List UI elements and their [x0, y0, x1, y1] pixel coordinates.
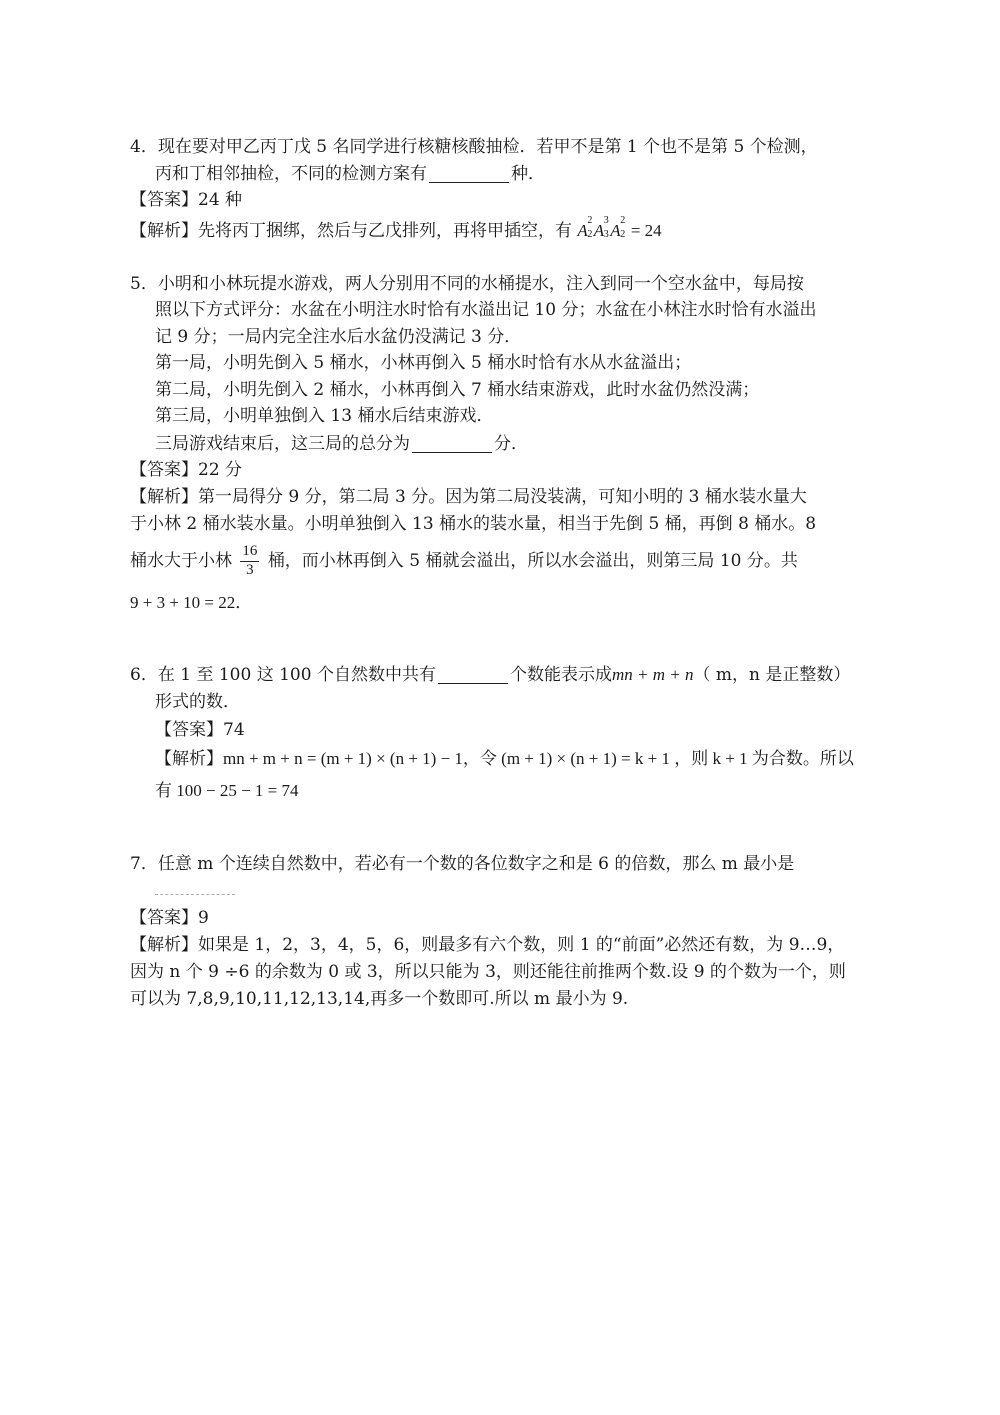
q5-fraction — [240, 544, 259, 579]
q5-analysis-line-2: 于小林 2 桶水装水量。小明单独倒入 13 桶水的装水量，相当于先倒 5 桶，再倒 8 桶水。8 — [130, 514, 817, 534]
q7-analysis-line-3: 可以为 7,8,9,10,11,12,13,14,再多一个数即可.所以 m 最小为 9. — [130, 989, 629, 1009]
q5-answer: 【答案】22 分 — [130, 460, 243, 480]
q7-answer-blank — [155, 888, 235, 895]
q6-stem-line-2: 形式的数． — [155, 692, 240, 712]
q5-analysis-line-4: 9 + 3 + 10 = 22． — [130, 593, 253, 612]
q7-answer: 【答案】9 — [130, 908, 209, 928]
q4-analysis-text: 【解析】先将丙丁捆绑，然后与乙戊排列，再将甲插空，有 — [130, 221, 572, 241]
q5-stem-line-3: 记 9 分；一局内完全注水后水盆仍没满记 3 分． — [155, 327, 522, 347]
q6-analysis-line-2: 有 100 − 25 − 1 = 74 — [155, 781, 299, 800]
q5-analysis-line-1: 【解析】第一局得分 9 分，第二局 3 分。因为第二局没装满，可知小明的 3 桶水装水量大 — [130, 487, 807, 507]
q4-stem-line-1: 4．现在要对甲乙丙丁戊 5 名同学进行核糖核酸抽检．若甲不是第 1 个也不是第 5 个检测， — [130, 137, 818, 157]
q5-analysis-text-end: 桶，而小林再倒入 5 桶就会溢出，所以水会溢出，则第三局 10 分。共 — [267, 550, 798, 571]
q5-stem-line-7 — [155, 435, 528, 453]
q7-analysis-line-1: 【解析】如果是 1，2，3，4，5，6，则最多有六个数，则 1 的“前面”必然还有数，为 9…9， — [130, 935, 845, 955]
q5-fraction-numerator: 16 — [240, 544, 259, 562]
q5-analysis-line-3 — [130, 544, 798, 579]
q6-answer-blank — [438, 666, 508, 684]
q6-stem-expression: mn + m + n — [611, 665, 694, 684]
q5-stem-unit: 分． — [494, 434, 528, 454]
q5-stem-line-6: 第三局，小明单独倒入 13 桶水后结束游戏． — [155, 406, 494, 426]
q4-analysis — [130, 215, 662, 241]
q4-stem-text: 丙和丁相邻抽检，不同的检测方案有 — [155, 164, 427, 184]
q6-stem-text: 6．在 1 至 100 这 100 个自然数中共有 — [130, 665, 436, 685]
q4-stem-line-2 — [155, 165, 545, 183]
q7-stem-line-1: 7．任意 m 个连续自然数中，若必有一个数的各位数字之和是 6 的倍数，那么 m 最小是 — [130, 854, 795, 874]
q5-stem-line-5: 第二局，小明先倒入 2 桶水，小林再倒入 7 桶水结束游戏，此时水盆仍然没满； — [155, 380, 760, 400]
q7-analysis-line-2: 因为 n 个 9 ÷6 的余数为 0 或 3，所以只能为 3，则还能往前推两个数.设 9 的个数为一个，则 — [130, 962, 846, 982]
q6-stem-line-1 — [130, 666, 850, 684]
q5-stem-line-2: 照以下方式评分：水盆在小明注水时恰有水溢出记 10 分；水盆在小林注水时恰有水溢出 — [155, 300, 817, 320]
q4-permutation-formula: A 2 2 A 3 3 A 2 2 — [577, 215, 626, 240]
q5-fraction-denominator: 3 — [246, 561, 254, 578]
q6-answer: 【答案】74 — [155, 720, 245, 740]
q6-stem-mid: 个数能表示成 — [509, 665, 612, 685]
q6-stem-condition: （ m，n 是正整数） — [693, 665, 851, 685]
q5-stem-line-4: 第一局，小明先倒入 5 桶水，小林再倒入 5 桶水时恰有水从水盆溢出； — [155, 353, 692, 373]
q7-answer-blank-line — [155, 882, 235, 899]
q5-stem-text: 三局游戏结束后，这三局的总分为 — [155, 434, 410, 454]
q4-stem-unit: 种． — [511, 164, 545, 184]
q5-analysis-text: 桶水大于小林 — [130, 550, 232, 571]
q4-analysis-result: = 24 — [630, 221, 662, 240]
q4-answer: 【答案】24 种 — [130, 190, 243, 210]
q6-analysis-line-1: 【解析】mn + m + n = (m + 1) × (n + 1) − 1，令 (m + 1) × (n + 1) = k + 1 ，则 k + 1 为合数。所以 — [155, 749, 854, 768]
q4-answer-blank — [429, 165, 509, 183]
q5-stem-line-1: 5．小明和小林玩提水游戏，两人分别用不同的水桶提水，注入到同一个空水盆中，每局按 — [130, 274, 804, 294]
q5-answer-blank — [412, 435, 492, 453]
